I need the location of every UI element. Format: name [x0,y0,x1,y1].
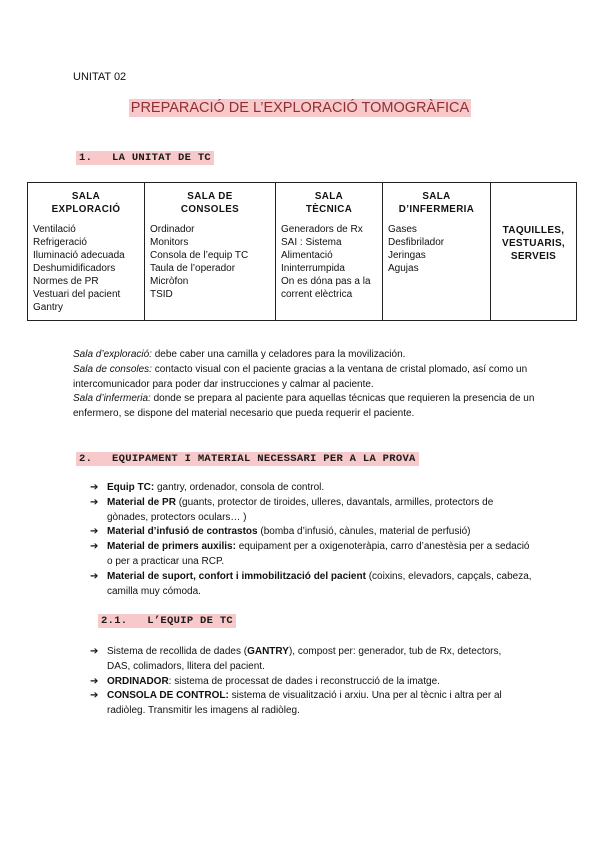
list-item: Agujas [388,263,419,274]
room-descriptions [73,348,543,422]
unit-label: UNITAT 02 [73,71,127,83]
arrow-right-icon: ➔ [90,646,99,657]
list-item: Gantry [33,302,64,313]
list-item: Ininterrumpida [281,263,345,274]
list-item: Desfibrilador [388,237,445,248]
description-paragraph: Sala de consoles: contacto visual con el paciente gracias a la ventana de cristal plomado, así como un intercomunicador para poder dar instrucciones y calmar al paciente. [73,363,528,390]
list-item: Jeringas [388,250,426,261]
arrow-right-icon: ➔ [90,675,99,687]
list-item: Ventilació [33,224,76,235]
cell-sala-tecnica [276,220,383,321]
col-header-sala-infermeria: SALA D’INFERMERIA [383,183,491,221]
page-title: PREPARACIÓ DE L’EXPLORACIÓ TOMOGRÀFICA [130,100,470,116]
list-item: Vestuari del pacient [33,289,121,300]
section-heading-1: 1. LA UNITAT DE TC [76,151,214,165]
arrow-right-icon: ➔ [90,570,99,582]
col-header-sala-tecnica: SALA TÈCNICA [276,183,383,221]
arrow-right-icon: ➔ [90,526,99,538]
list-item: ➔ Sistema de recollida de dades (GANTRY), compost per: generador, tub de Rx, detectors, DAS, colimadors, llitera del pacient. [90,646,502,672]
list-item: TSID [150,289,173,300]
list-item: ➔ Material d’infusió de contrastos (bomba d’infusió, cànules, material de perfusió) [90,525,535,540]
cell-sala-infermeria [383,220,491,321]
list-item: ➔ Material de primers auxilis: equipament per a oxigenoteràpia, carro d’anestèsia per a sedació o per a practicar una RCP. [90,541,530,567]
list-item: Refrigeració [33,237,87,248]
cell-sala-exploracio [28,220,145,321]
list-item: Monitors [150,237,189,248]
col-taquilles-vestuaris-serveis: TAQUILLES, VESTUARIS, SERVEIS [491,183,577,321]
list-item: Generadors de Rx [281,224,363,235]
arrow-right-icon: ➔ [90,482,99,493]
description-paragraph: Sala d’infermeria: donde se prepara al paciente para aquellas técnicas que requieren la presencia de un enfermero, se dispone del material necesario que pueda requerir el paciente. [73,393,535,420]
list-item: On es dóna pas a la [281,276,371,287]
list-item: Alimentació [281,250,333,261]
list-item: Micròfon [150,276,189,287]
list-item: Iluminació adecuada [33,250,125,261]
list-item: ➔ CONSOLA DE CONTROL: sistema de visualització i arxiu. Una per al tècnic i altra per al radiòleg. Transmitir les imagens al radiòleg. [90,690,502,717]
list-item: Deshumidificadors [33,263,116,274]
list-item: SAI : Sistema [281,237,342,248]
section-heading-2: 2. EQUIPAMENT I MATERIAL NECESSARI PER A LA PROVA [76,452,419,466]
list-item: Ordinador [150,224,195,235]
list-item: ➔ Equip TC: gantry, ordenador, consola de control. [90,481,535,496]
list-item: corrent elèctrica [281,289,353,300]
list-item: Consola de l’equip TC [150,250,249,261]
col-header-sala-exploracio: SALA EXPLORACIÓ [28,183,145,221]
list-item: Gases [388,224,417,235]
list-item: Normes de PR [33,276,99,287]
description-paragraph: Sala d’exploració: debe caber una camilla y celadores para la movilización. [73,349,406,360]
arrow-right-icon: ➔ [90,690,99,702]
equipment-list [90,481,535,599]
col-header-sala-consoles: SALA DE CONSOLES [145,183,276,221]
units-table [27,182,577,321]
arrow-right-icon: ➔ [90,496,99,508]
section-heading-2-1: 2.1. L’EQUIP DE TC [98,614,236,628]
list-item: Taula de l’operador [150,263,236,274]
cell-sala-consoles [145,220,276,321]
list-item: ➔ ORDINADOR: sistema de processat de dades i reconstrucció de la imatge. [90,675,515,690]
list-item: ➔ Material de suport, confort i immobilització del pacient (coixins, elevadors, capçals, cabeza, camilla muy cómoda. [90,570,532,597]
arrow-right-icon: ➔ [90,541,99,553]
equip-tc-list [90,645,515,719]
list-item: ➔ Material de PR (guants, protector de tiroides, ulleres, davantals, armilles, protectors de gònades, protectors oculars… ) [90,496,494,523]
